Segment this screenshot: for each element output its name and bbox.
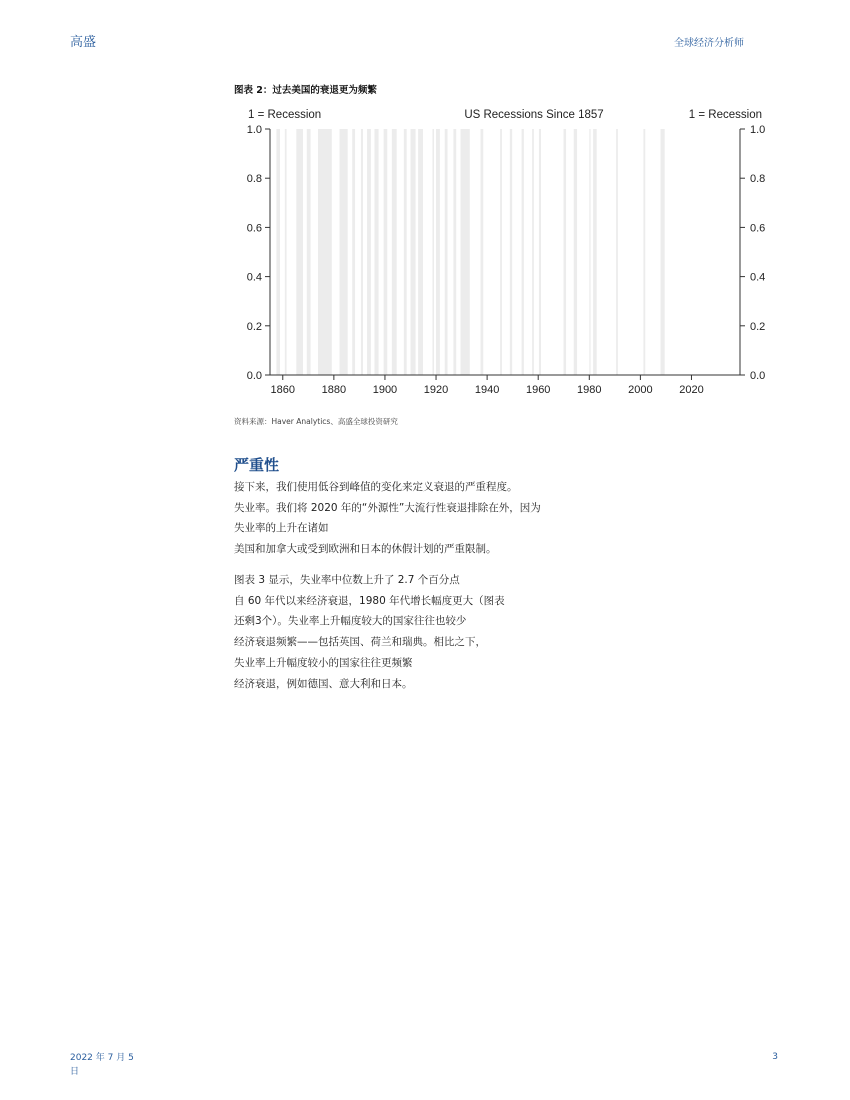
recession-bars xyxy=(276,129,664,375)
x-tick-label: 1860 xyxy=(270,384,296,396)
y-tick-label-right: 0.0 xyxy=(750,370,766,382)
section-header: 全球经济分析师 xyxy=(674,38,744,49)
y-tick-label-left: 1.0 xyxy=(246,124,262,136)
paragraph-line: 图表 3 显示，失业率中位数上升了 2.7 个百分点 xyxy=(234,574,460,586)
x-tick-label: 1880 xyxy=(321,384,347,396)
paragraph-line: 失业率上升幅度较小的国家往往更频繁 xyxy=(234,656,413,669)
footer-date-line: 2022 年 7 月 5 xyxy=(70,1053,134,1063)
recession-bar xyxy=(374,129,378,375)
x-tick-label: 1940 xyxy=(474,384,500,396)
recession-bar xyxy=(616,129,618,375)
paragraph-line: 失业率的上升在诸如 xyxy=(234,522,329,535)
x-tick-label: 1900 xyxy=(372,384,398,396)
paragraph-2 xyxy=(234,570,594,694)
recession-bar xyxy=(410,129,415,375)
recession-bar xyxy=(643,129,645,375)
recession-bar xyxy=(352,129,355,375)
recession-chart xyxy=(232,104,780,410)
recession-bar xyxy=(361,129,363,375)
y-tick-label-right: 0.6 xyxy=(750,222,766,235)
y-tick-label-left: 0.6 xyxy=(246,222,262,235)
recession-bar xyxy=(522,129,524,375)
y-tick-label-left: 0.8 xyxy=(246,173,262,186)
paragraph-line: 还剩3个）。失业率上升幅度较大的国家往往也较少 xyxy=(234,615,467,628)
x-tick-label: 1920 xyxy=(423,384,449,396)
recession-bar xyxy=(539,129,541,375)
figure-title: 图表 2：过去美国的衰退更为频繁 xyxy=(234,85,377,96)
y-tick-label-left: 0.4 xyxy=(246,271,262,284)
x-tick-label: 1960 xyxy=(525,384,551,396)
y-tick-label-left: 0.2 xyxy=(246,320,262,333)
figure-source: 资料来源：Haver Analytics、高盛全球投资研究 xyxy=(234,417,398,426)
paragraph-line: 经济衰退，例如德国、意大利和日本。 xyxy=(234,677,413,690)
recession-bar xyxy=(461,129,470,375)
recession-bar xyxy=(276,129,280,375)
paragraph-1 xyxy=(234,477,594,560)
x-tick-label: 2000 xyxy=(628,384,653,396)
y-tick-label-right: 1.0 xyxy=(750,124,766,136)
right-axis-label: 1 = Recession xyxy=(688,109,762,121)
x-tick-label: 1980 xyxy=(577,384,602,396)
y-tick-label-left: 0.0 xyxy=(246,370,262,382)
recession-bar xyxy=(318,129,332,375)
left-axis-label: 1 = Recession xyxy=(248,109,322,121)
recession-bar xyxy=(453,129,456,375)
recession-bar xyxy=(296,129,303,375)
footer-date-line: 日 xyxy=(70,1067,80,1077)
paragraph-line: 美国和加拿大或受到欧洲和日本的休假计划的严重限制。 xyxy=(234,543,497,556)
recession-bar xyxy=(367,129,371,375)
paragraph-line: 自 60 年代以来经济衰退，1980 年代增长幅度更大（图表 xyxy=(234,594,505,607)
footer-date xyxy=(70,1051,140,1079)
x-tick-label: 2020 xyxy=(679,384,704,396)
y-tick-label-right: 0.4 xyxy=(750,271,766,284)
recession-bar xyxy=(432,129,434,375)
paragraph-line: 失业率。我们将 2020 年的“外源性”大流行性衰退排除在外，因为 xyxy=(234,501,541,514)
recession-bar xyxy=(532,129,534,375)
paragraph-line: 经济衰退频繁——包括英国、荷兰和瑞典。相比之下， xyxy=(234,636,486,649)
section-title: 严重性 xyxy=(234,456,280,474)
recession-bar xyxy=(384,129,388,375)
recession-bar xyxy=(418,129,423,375)
recession-bar xyxy=(589,129,590,375)
recession-bar xyxy=(392,129,397,375)
y-tick-label-right: 0.2 xyxy=(750,320,766,333)
brand-name: 高盛 xyxy=(70,35,97,50)
recession-bar xyxy=(480,129,483,375)
recession-bar xyxy=(510,129,512,375)
recession-bar xyxy=(404,129,407,375)
recession-bar xyxy=(593,129,597,375)
recession-bar xyxy=(339,129,347,375)
y-tick-label-right: 0.8 xyxy=(750,173,766,186)
paragraph-line: 接下来，我们使用低谷到峰值的变化来定义衰退的严重程度。 xyxy=(234,481,518,493)
recession-chart-svg xyxy=(232,104,780,410)
recession-bar xyxy=(445,129,448,375)
recession-bar xyxy=(307,129,311,375)
recession-bar xyxy=(500,129,502,375)
page-number: 3 xyxy=(772,1052,778,1062)
recession-bar xyxy=(574,129,577,375)
chart-title: US Recessions Since 1857 xyxy=(464,109,604,121)
recession-bar xyxy=(563,129,566,375)
recession-bar xyxy=(436,129,440,375)
recession-bar xyxy=(285,129,287,375)
recession-bar xyxy=(661,129,665,375)
